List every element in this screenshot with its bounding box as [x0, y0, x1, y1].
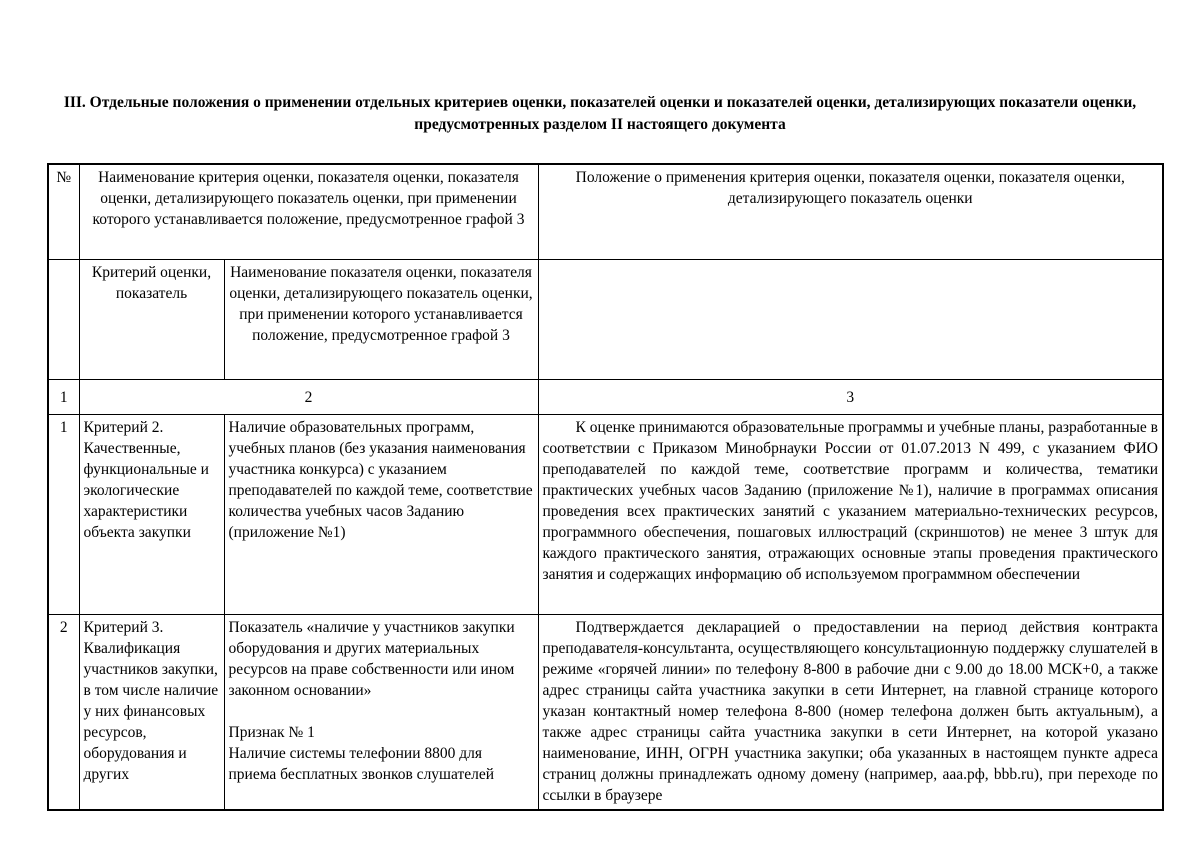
provision-paragraph: Подтверждается декларацией о предоставлении на период действия контракта преподавателя-консультанта, осуществляющего консультационную поддержку слушателей в режиме «горячей линии» по телефону 8-800 в рабочие дни с 9.00 до 18.00 МСК+0, а также адрес страницы сайта участника закупки в сети Интернет, на главной странице которого указан контактный номер телефона 8-800 (номер телефона должен быть актуальным), а также адрес страницы сайта участника закупки в сети Интернет, на которой указано наименование, ИНН, ОГРН участника закупки; оба указанных в настоящем пункте адреса страниц должны принадлежать одному домену (например, ааа.рф, bbb.ru), при переходе по ссылки в браузере	[542, 619, 1158, 804]
header-empty-cell	[48, 260, 79, 380]
row-criterion: Критерий 2. Качественные, функциональные и экологические характеристики объекта закупки	[79, 415, 224, 615]
row-provision	[538, 615, 1163, 811]
indicator-feature-text: Наличие системы телефонии 8800 для приема бесплатных звонков слушателей	[228, 745, 495, 783]
row-indicator: Наличие образовательных программ, учебных планов (без указания наименования участника конкурса) с указанием преподавателей по каждой теме, соответствие количества учебных часов Заданию (приложение №1)	[224, 415, 538, 615]
table-row	[48, 615, 1163, 811]
column-numbers-row	[48, 380, 1163, 415]
row-number: 1	[48, 415, 79, 615]
table-row	[48, 415, 1163, 615]
subheader-criterion-column: Критерий оценки, показатель	[79, 260, 224, 380]
row-provision	[538, 415, 1163, 615]
indicator-feature-label: Признак № 1	[228, 724, 315, 741]
provision-paragraph: К оценке принимаются образовательные программы и учебные планы, разработанные в соответствии с Приказом Минобрнауки России от 01.07.2013 N 499, с указанием ФИО преподавателей по каждой теме, соответствие программ и количества, тематики практических учебных часов Заданию (приложение №1), наличие в программах описания проведения всех практических занятий с указанием материально-технических ресурсов, программного обеспечения, пошаговых иллюстраций (скриншотов) не менее 3 штук для каждого практического занятия, отражающих основные этапы проведения практического занятия и содержащих информацию об используемом программном обеспечении	[542, 419, 1158, 583]
column-number-1: 1	[48, 380, 79, 415]
header-empty-cell	[538, 260, 1163, 380]
indicator-title: Показатель «наличие у участников закупки оборудования и других материальных ресурсов на праве собственности или ином законном основании»	[228, 619, 515, 699]
table-header-row-2	[48, 260, 1163, 380]
column-number-3: 3	[538, 380, 1163, 415]
header-number-column: №	[48, 164, 79, 260]
row-criterion: Критерий 3. Квалификация участников закупки, в том числе наличие у них финансовых ресурсов, оборудования и других	[79, 615, 224, 811]
section-title: III. Отдельные положения о применении отдельных критериев оценки, показателей оценки и показателей оценки, детализирующих показатели оценки, предусмотренных разделом II настоящего документа	[63, 94, 1137, 133]
table-header-row-1	[48, 164, 1163, 260]
header-provision-column: Положение о применения критерия оценки, показателя оценки, показателя оценки, детализирующего показатель оценки	[538, 164, 1163, 260]
row-indicator	[224, 615, 538, 811]
header-criteria-name-column: Наименование критерия оценки, показателя оценки, показателя оценки, детализирующего показатель оценки, при применении которого устанавливается положение, предусмотренное графой 3	[79, 164, 538, 260]
evaluation-criteria-table	[47, 163, 1164, 811]
row-number: 2	[48, 615, 79, 811]
subheader-indicator-column: Наименование показателя оценки, показателя оценки, детализирующего показатель оценки, при применении которого устанавливается положение, предусмотренное графой 3	[224, 260, 538, 380]
column-number-2: 2	[79, 380, 538, 415]
